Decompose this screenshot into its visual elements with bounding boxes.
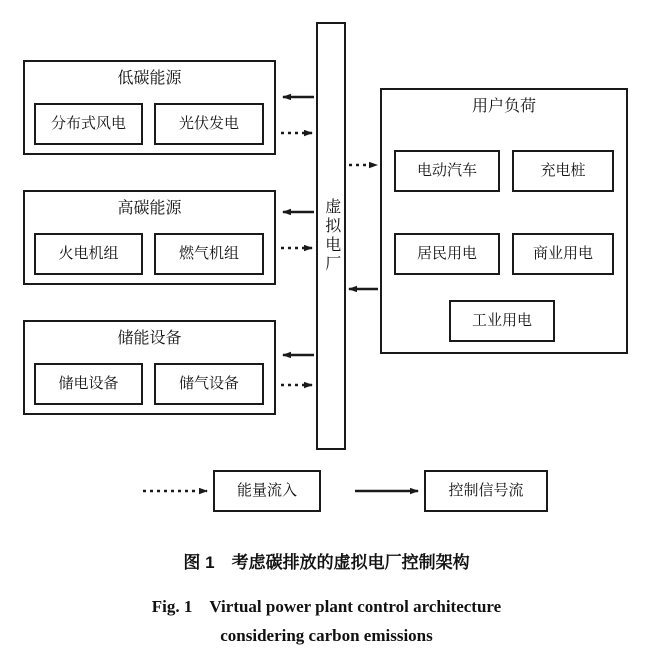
group-title-high-carbon: 高碳能源 bbox=[117, 200, 182, 217]
item-electric-vehicle: 电动汽车 bbox=[394, 150, 500, 192]
item-commercial-power: 商业用电 bbox=[512, 233, 614, 275]
item-charging-pile: 充电桩 bbox=[512, 150, 614, 192]
figure-caption-en-line1: Fig. 1 Virtual power plant control architecture bbox=[151, 597, 502, 616]
item-thermal-unit: 火电机组 bbox=[34, 233, 143, 275]
item-gas-storage: 储气设备 bbox=[154, 363, 264, 405]
group-title-user-load: 用户负荷 bbox=[471, 98, 536, 115]
item-residential-power: 居民用电 bbox=[394, 233, 500, 275]
legend-control-signal-box: 控制信号流 bbox=[424, 470, 548, 512]
figure-caption-en-line2: considering carbon emissions bbox=[220, 626, 433, 645]
item-electric-storage: 储电设备 bbox=[34, 363, 143, 405]
item-gas-unit: 燃气机组 bbox=[154, 233, 264, 275]
item-distributed-wind: 分布式风电 bbox=[34, 103, 143, 145]
vpp-center-box: 虚拟电厂 bbox=[316, 22, 346, 450]
figure-caption-cn: 图 1 考虑碳排放的虚拟电厂控制架构 bbox=[183, 553, 470, 572]
group-title-energy-storage: 储能设备 bbox=[117, 330, 182, 347]
legend-energy-flow-box: 能量流入 bbox=[213, 470, 321, 512]
item-industrial-power: 工业用电 bbox=[449, 300, 555, 342]
group-title-low-carbon: 低碳能源 bbox=[117, 70, 182, 87]
item-pv-generation: 光伏发电 bbox=[154, 103, 264, 145]
